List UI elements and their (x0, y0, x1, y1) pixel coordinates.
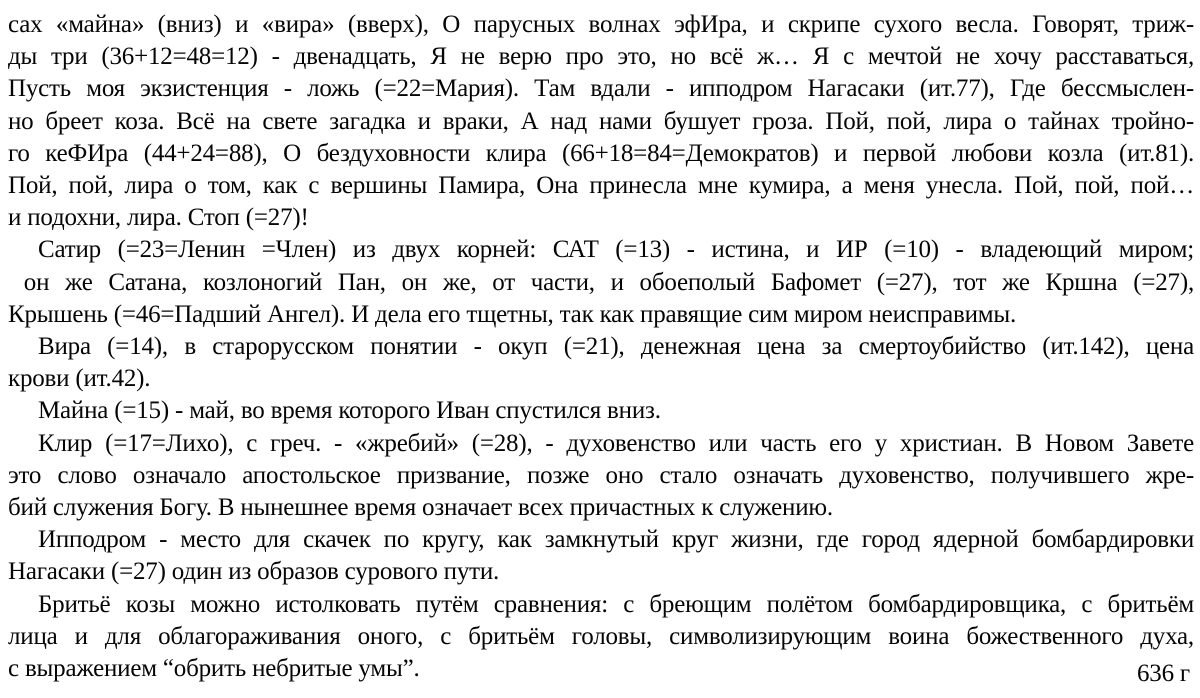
text-line: Майна (=15) - май, во время которого Иван спустился вниз. (38, 397, 661, 425)
text-line: Вира (=14), в старорусском понятии - окуп (=21), денежная цена за смертоубийство (ит.142), цена (38, 333, 1194, 361)
text-line: Нагасаки (=27) один из образов сурового пути. (8, 558, 500, 586)
text-line: он же Сатана, козлоногий Пан, он же, от части, и обоеполый Бафомет (=27), тот же Кршна (=27), (8, 268, 1194, 296)
paragraph (8, 589, 1194, 686)
text-line: Клир (=17=Лихо), с греч. - «жребий» (=28), - духовенство или часть его у христиан. В Новом Завете (38, 429, 1194, 457)
paragraph (8, 395, 1194, 427)
text-line: Пой, пой, лира о том, как с вершины Памира, Она принесла мне кумира, а меня унесла. Пой, пой, пой… (8, 172, 1194, 200)
text-line: Бритьё козы можно истолковать путём сравнения: с бреющим полётом бомбардировщика, с бритьём (38, 590, 1194, 618)
text-line: крови (ит.42). (8, 365, 151, 393)
text-line: Пусть моя экзистенция - ложь (=22=Мария). Там вдали - ипподром Нагасаки (ит.77), Где бессмыслен- (8, 75, 1194, 103)
paragraph (8, 234, 1194, 331)
text-line: го кеФИра (44+24=88), О бездуховности клира (66+18=84=Демократов) и первой любови козла (ит.81). (8, 139, 1194, 167)
document-text (8, 9, 1194, 685)
text-line: ды три (36+12=48=12) - двенадцать, Я не верю про это, но всё ж… Я с мечтой не хочу расставаться, (8, 43, 1194, 71)
paragraph (8, 524, 1194, 588)
text-line: но бреет коза. Всё на свете загадка и враки, А над нами бушует гроза. Пой, пой, лира о тайнах тройно- (8, 107, 1194, 135)
paragraph (8, 428, 1194, 525)
text-line: сах «майна» (вниз) и «вира» (вверх), О парусных волнах эфИра, и скрипе сухого весла. Говорят, триж- (8, 11, 1194, 38)
text-line: Крышень (=46=Падший Ангел). И дела его тщетны, так как правящие сим миром неисправимы. (8, 300, 1017, 328)
text-line: лица и для облагораживания оного, с бритьём головы, символизирующим воина божественного духа, (8, 622, 1194, 650)
text-line: Ипподром - место для скачек по кругу, как замкнутый круг жизни, где город ядерной бомбардировки (38, 526, 1194, 554)
paragraph (8, 9, 1194, 234)
text-line: с выражением “обрить небритые умы”. (8, 655, 420, 683)
text-line: Сатир (=23=Ленин =Член) из двух корней: САТ (=13) - истина, и ИР (=10) - владеющий миром; (38, 236, 1194, 264)
text-line: бий служения Богу. В нынешнее время означает всех причастных к служению. (8, 494, 833, 522)
text-line: это слово означало апостольское призвание, позже оно стало означать духовенство, получившего жре- (8, 461, 1194, 489)
page-number: 636 г (1136, 659, 1190, 687)
text-line: и подохни, лира. Стоп (=27)! (8, 204, 309, 232)
paragraph (8, 331, 1194, 395)
